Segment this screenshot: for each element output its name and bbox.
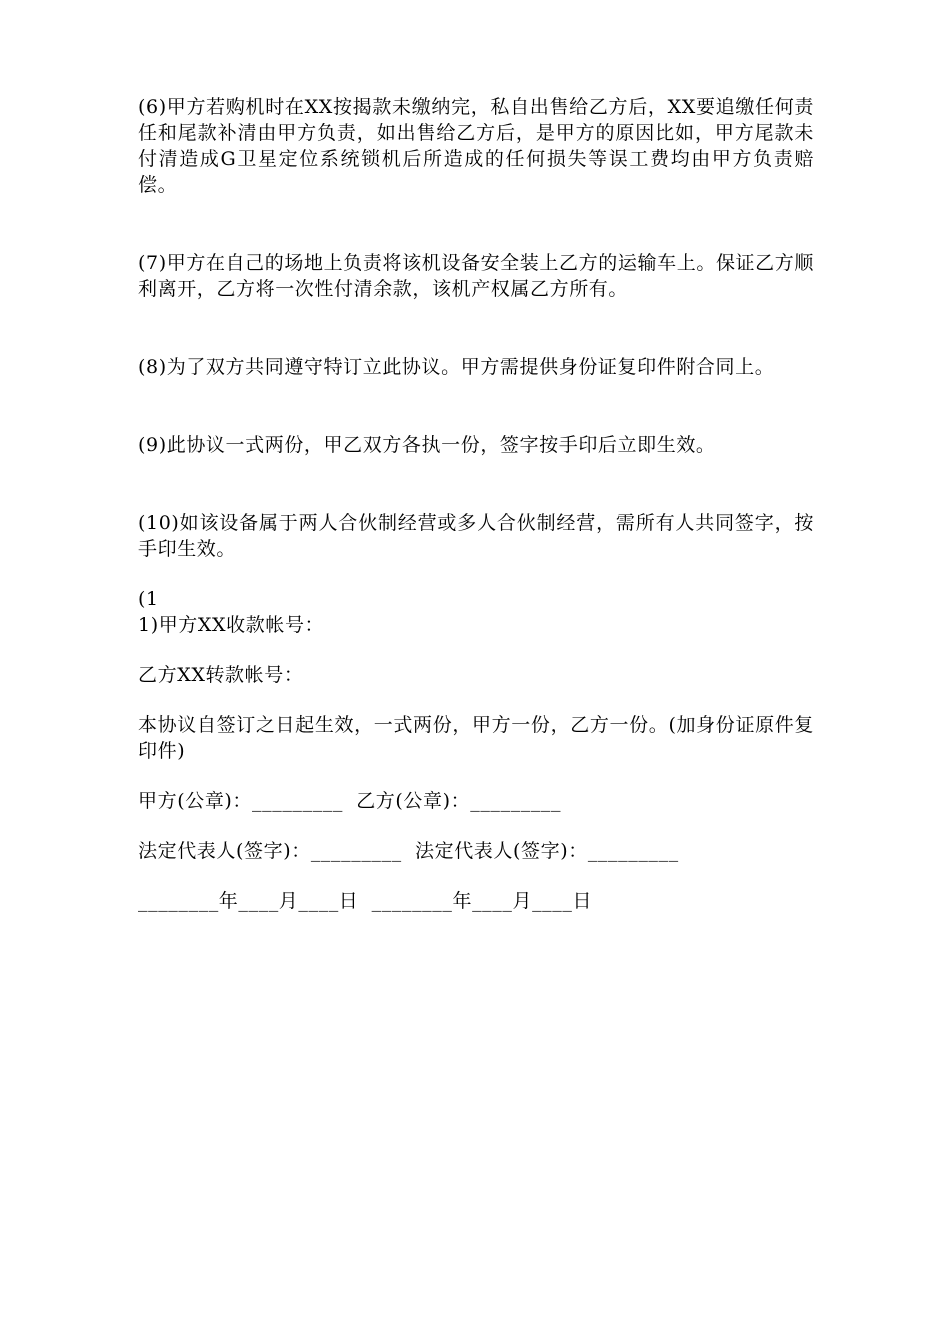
account-party-a: (1 1)甲方XX收款帐号： — [138, 588, 325, 636]
clause-8: (8)为了双方共同遵守特订立此协议。甲方需提供身份证复印件附合同上。 — [138, 356, 775, 378]
clause-9: (9)此协议一式两份，甲乙双方各执一份，签字按手印后立即生效。 — [138, 434, 716, 456]
account-party-b: 乙方XX转款帐号： — [138, 664, 304, 686]
document-page — [138, 94, 814, 914]
date-line: ________年____月____日 ________年____月____日 — [138, 890, 593, 912]
clause-10: (10)如该设备属于两人合伙制经营或多人合伙制经营，需所有人共同签字，按手印生效。 — [138, 512, 814, 560]
clause-7: (7)甲方在自己的场地上负责将该机设备安全装上乙方的运输车上。保证乙方顺利离开，乙方将一次性付清余款，该机产权属乙方所有。 — [138, 252, 814, 300]
clause-6: (6)甲方若购机时在XX按揭款未缴纳完，私自出售给乙方后，XX要追缴任何责任和尾款补清由甲方负责，如出售给乙方后，是甲方的原因比如，甲方尾款未付清造成G卫星定位系统锁机后所造成的任何损失等误工费均由甲方负责赔偿。 — [138, 96, 814, 196]
representative-signature-line: 法定代表人(签字)：_________ 法定代表人(签字)：_________ — [138, 840, 679, 862]
effective-note: 本协议自签订之日起生效，一式两份，甲方一份，乙方一份。(加身份证原件复印件) — [138, 714, 814, 762]
seal-signature-line: 甲方(公章)：_________ 乙方(公章)：_________ — [138, 790, 562, 812]
